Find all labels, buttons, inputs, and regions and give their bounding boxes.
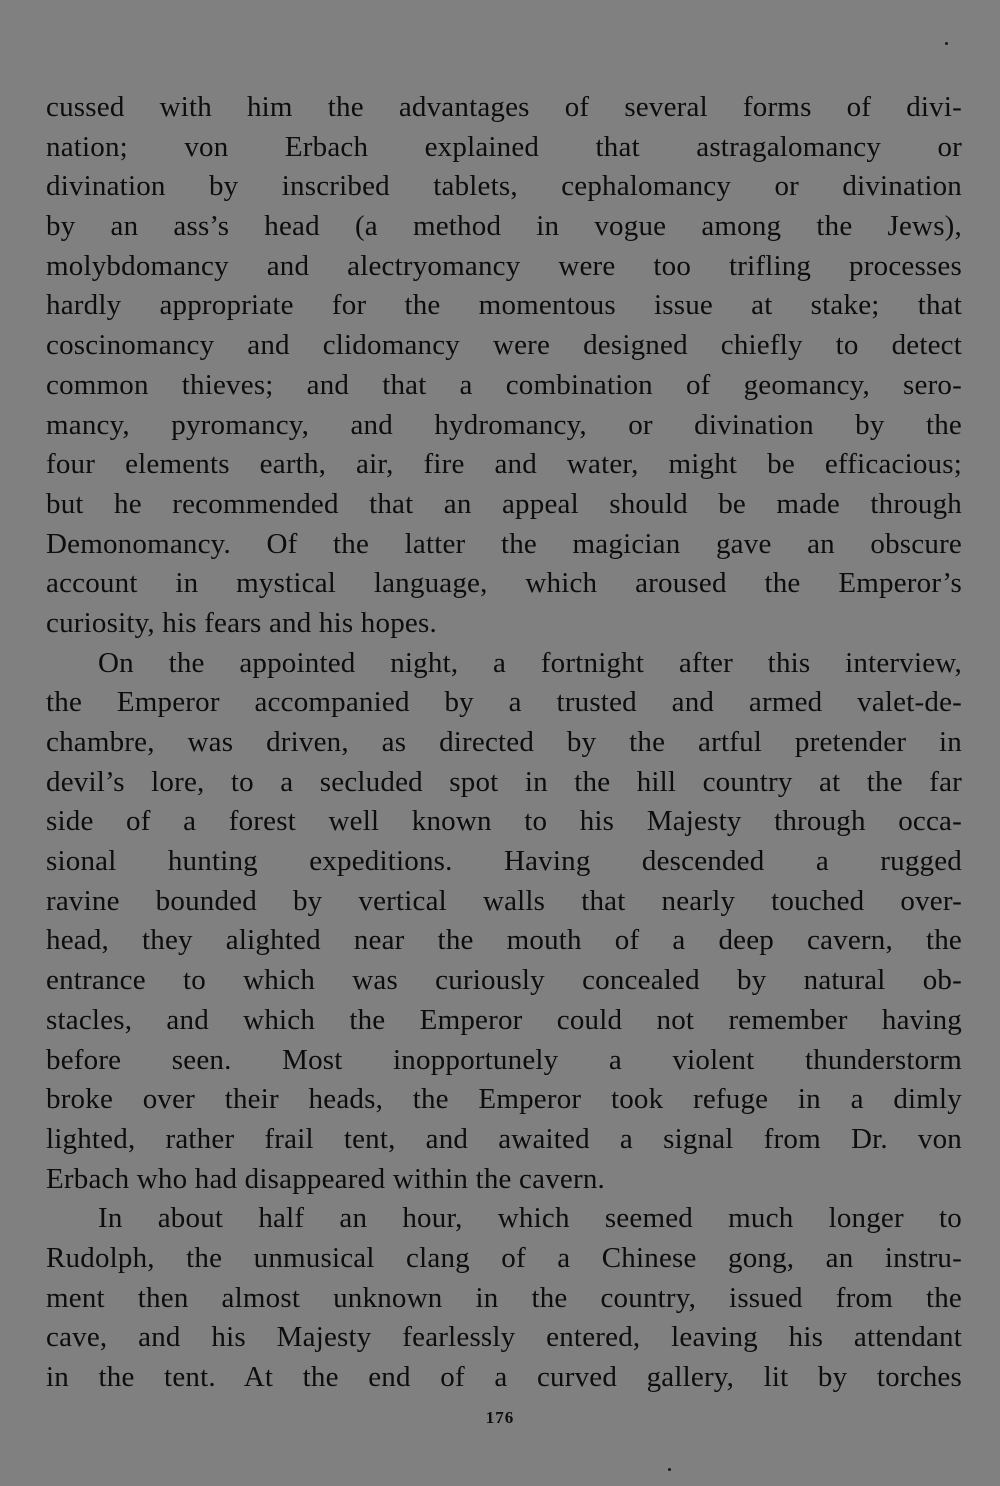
- text-line: Erbach who had disappeared within the cavern.: [46, 1162, 605, 1195]
- text-line: but he recommended that an appeal should be made through: [46, 487, 962, 520]
- text-line: devil’s lore, to a secluded spot in the hill country at the far: [46, 765, 962, 798]
- text-line: ment then almost unknown in the country, issued from the: [46, 1281, 962, 1314]
- text-line: On the appointed night, a fortnight after this interview,: [98, 646, 962, 679]
- text-line: the Emperor accompanied by a trusted and armed valet-de-: [46, 686, 962, 719]
- text-line: head, they alighted near the mouth of a deep cavern, the: [46, 924, 962, 957]
- text-line: entrance to which was curiously concealed by natural ob-: [46, 964, 962, 997]
- text-line: divination by inscribed tablets, cephalomancy or divination: [46, 170, 962, 203]
- text-line: cussed with him the advantages of several forms of divi-: [46, 91, 962, 123]
- body-text: [46, 88, 962, 1398]
- text-line: before seen. Most inopportunely a violent thunderstorm: [46, 1043, 962, 1076]
- text-line: cave, and his Majesty fearlessly entered, leaving his attendant: [46, 1321, 962, 1354]
- text-line: In about half an hour, which seemed much longer to: [98, 1202, 962, 1235]
- text-line: stacles, and which the Emperor could not remember having: [46, 1003, 962, 1036]
- text-line: curiosity, his fears and his hopes.: [46, 606, 437, 639]
- text-line: coscinomancy and clidomancy were designed chiefly to detect: [46, 329, 962, 362]
- text-line: in the tent. At the end of a curved gallery, lit by torches: [46, 1361, 962, 1393]
- text-line: by an ass’s head (a method in vogue among the Jews),: [46, 210, 962, 243]
- text-line: hardly appropriate for the momentous issue at stake; that: [46, 289, 962, 322]
- text-line: molybdomancy and alectryomancy were too trifling processes: [46, 249, 962, 282]
- text-line: broke over their heads, the Emperor took refuge in a dimly: [46, 1083, 962, 1116]
- text-line: lighted, rather frail tent, and awaited a signal from Dr. von: [46, 1122, 962, 1155]
- page-number: 176: [485, 1408, 515, 1427]
- text-line: Rudolph, the unmusical clang of a Chinese gong, an instru-: [46, 1241, 962, 1274]
- scan-speck: [945, 42, 948, 45]
- text-line: mancy, pyromancy, and hydromancy, or divination by the: [46, 408, 962, 441]
- scan-speck: [668, 1468, 671, 1471]
- text-line: account in mystical language, which aroused the Emperor’s: [46, 567, 962, 600]
- text-line: side of a forest well known to his Majesty through occa-: [46, 805, 962, 838]
- text-line: chambre, was driven, as directed by the artful pretender in: [46, 726, 962, 758]
- text-line: sional hunting expeditions. Having descended a rugged: [46, 845, 962, 878]
- text-line: Demonomancy. Of the latter the magician gave an obscure: [46, 527, 962, 560]
- text-line: common thieves; and that a combination of geomancy, sero-: [46, 368, 962, 401]
- text-line: nation; von Erbach explained that astragalomancy or: [46, 130, 962, 163]
- text-line: ravine bounded by vertical walls that nearly touched over-: [46, 884, 962, 917]
- text-line: four elements earth, air, fire and water, might be efficacious;: [46, 448, 962, 481]
